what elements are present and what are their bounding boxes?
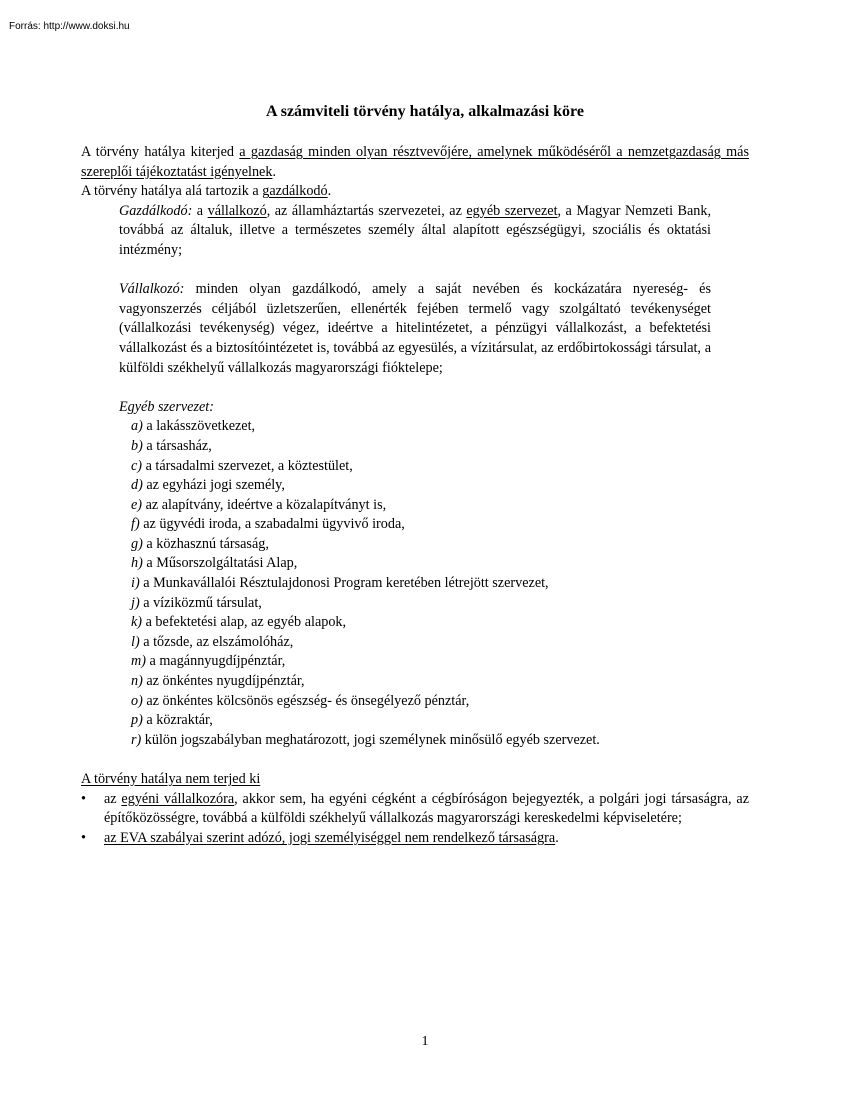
list-item-text: külön jogszabályban meghatározott, jogi személynek minősülő egyéb szervezet.	[141, 731, 600, 748]
egyeb-szervezet-heading	[119, 398, 711, 418]
spacer	[119, 261, 711, 281]
list-item	[131, 554, 711, 574]
exclusion-text-pre: az	[104, 790, 122, 807]
list-item	[131, 496, 711, 516]
list-item	[131, 652, 711, 672]
spacer	[81, 750, 749, 770]
list-item-letter: g)	[131, 535, 143, 552]
list-item-letter: k)	[131, 614, 143, 631]
list-item-letter: d)	[131, 477, 143, 494]
list-item	[131, 515, 711, 535]
eva-underlined-text: az EVA szabályai szerint adózó, jogi személyiséggel nem rendelkező társaságra	[104, 829, 556, 846]
list-item-letter: h)	[131, 555, 143, 572]
list-item-text: a társasház,	[142, 437, 212, 454]
list-item-letter: f)	[131, 516, 140, 533]
egyeb-szervezet-underlined-term: egyéb szervezet	[466, 202, 558, 219]
list-item	[131, 672, 711, 692]
list-item	[131, 437, 711, 457]
scope-paragraph	[81, 143, 749, 182]
document-title: A számviteli törvény hatálya, alkalmazási köre	[266, 103, 584, 120]
list-item	[131, 692, 711, 712]
exclusion-item-eva	[81, 829, 749, 849]
list-item-text: a magánnyugdíjpénztár,	[145, 653, 286, 670]
page-number: 1	[421, 1034, 429, 1049]
egyeb-szervezet-term: Egyéb szervezet:	[119, 398, 214, 415]
source-url-text: Forrás: http://www.doksi.hu	[9, 21, 130, 32]
gazdalkodo-text-2: , az államháztartás szervezetei, az	[266, 202, 467, 219]
egyeb-szervezet-list	[119, 417, 711, 750]
vallalkozo-underlined-term: vállalkozó	[207, 202, 267, 219]
list-item-letter: l)	[131, 633, 140, 650]
exclusion-item-egyeni-vallalkozo	[81, 790, 749, 829]
subject-paragraph	[81, 182, 749, 202]
list-item-text: a lakásszövetkezet,	[142, 418, 256, 435]
list-item-letter: p)	[131, 712, 143, 729]
list-item-text: a Műsorszolgáltatási Alap,	[142, 555, 298, 572]
list-item-letter: j)	[131, 594, 140, 611]
vallalkozo-term: Vállalkozó:	[119, 281, 185, 298]
list-item	[131, 476, 711, 496]
list-item-letter: r)	[131, 731, 142, 748]
exclusions-list	[81, 790, 749, 849]
subject-underlined-term: gazdálkodó	[262, 183, 328, 200]
list-item-letter: n)	[131, 673, 143, 690]
list-item-text: a közraktár,	[142, 712, 213, 729]
list-item-text: az alapítvány, ideértve a közalapítványt is,	[142, 496, 387, 513]
list-item	[131, 574, 711, 594]
list-item-letter: o)	[131, 692, 143, 709]
list-item	[131, 633, 711, 653]
list-item-text: az egyházi jogi személy,	[142, 477, 285, 494]
exclusions-heading-text: A törvény hatálya nem terjed ki	[81, 771, 261, 787]
gazdalkodo-text-1: a	[192, 202, 208, 219]
list-item	[131, 535, 711, 555]
vallalkozo-text: minden olyan gazdálkodó, amely a saját nevében és kockázatára nyereség- és vagyonszerzés céljából üzletszerűen, ellenérték fejében termelő vagy szolgáltató tevékenységet (vállalkozási tevékenység) végez, ideértve a hitelintézetet, a pénzügyi vállalkozást, a befektetési vállalkozást és a biztosítóintézetet is, továbbá az egyesülés, a vízitársulat, az erdőbirtokossági társulat, a külföldi székhelyű vállalkozás magyarországi fióktelepe;	[119, 281, 711, 376]
bullet-icon: •	[81, 829, 86, 846]
list-item-letter: i)	[131, 575, 140, 592]
document-body	[81, 143, 749, 848]
scope-underlined-text: a gazdaság minden olyan résztvevőjére, amelynek működéséről a nemzetgazdaság más szereplői tájékoztatást igényelnek	[81, 144, 749, 180]
list-item-text: a Munkavállalói Résztulajdonosi Program keretében létrejött szervezet,	[139, 575, 549, 592]
list-item	[131, 613, 711, 633]
list-item	[131, 594, 711, 614]
list-item-letter: e)	[131, 496, 143, 513]
scope-text-post: .	[272, 163, 276, 180]
list-item-text: az önkéntes kölcsönös egészség- és önsegélyező pénztár,	[142, 692, 470, 709]
list-item-letter: b)	[131, 437, 143, 454]
list-item-text: a társadalmi szervezet, a köztestület,	[142, 457, 353, 474]
vallalkozo-definition	[119, 280, 711, 378]
egyeni-vallalkozo-underlined-term: egyéni vállalkozóra	[121, 790, 235, 807]
list-item-text: az ügyvédi iroda, a szabadalmi ügyvivő iroda,	[139, 516, 405, 533]
list-item-text: a tőzsde, az elszámolóház,	[139, 633, 294, 650]
list-item-letter: c)	[131, 457, 143, 474]
list-item-letter: m)	[131, 653, 146, 670]
list-item	[131, 417, 711, 437]
gazdalkodo-definition	[119, 202, 711, 261]
gazdalkodo-text-3: , a Magyar Nemzeti Bank, továbbá az általuk, illetve a természetes személy által alapított egészségügyi, szociális és oktatási intézmény;	[119, 202, 711, 258]
list-item-text: a közhasznú társaság,	[142, 535, 269, 552]
list-item	[131, 731, 711, 751]
list-item-text: az önkéntes nyugdíjpénztár,	[142, 673, 305, 690]
list-item	[131, 457, 711, 477]
list-item-text: a befektetési alap, az egyéb alapok,	[142, 614, 347, 631]
list-item-text: a víziközmű társulat,	[139, 594, 262, 611]
definitions-block	[119, 202, 711, 751]
list-item	[131, 711, 711, 731]
list-item-letter: a)	[131, 418, 143, 435]
subject-text-pre: A törvény hatálya alá tartozik a	[81, 183, 263, 200]
exclusion-text-post: .	[555, 829, 559, 846]
exclusion-text-post: , akkor sem, ha egyéni cégként a cégbíróságon bejegyezték, a polgári jogi társaságra, az építőközösségre, továbbá a külföldi székhelyű vállalkozás magyarországi kereskedelmi képviseletére;	[104, 790, 749, 827]
gazdalkodo-term: Gazdálkodó:	[119, 202, 193, 219]
exclusions-heading	[81, 770, 749, 790]
bullet-icon: •	[81, 790, 86, 807]
scope-text-pre: A törvény hatálya kiterjed	[81, 144, 240, 160]
spacer	[119, 378, 711, 398]
subject-text-post: .	[327, 183, 332, 200]
